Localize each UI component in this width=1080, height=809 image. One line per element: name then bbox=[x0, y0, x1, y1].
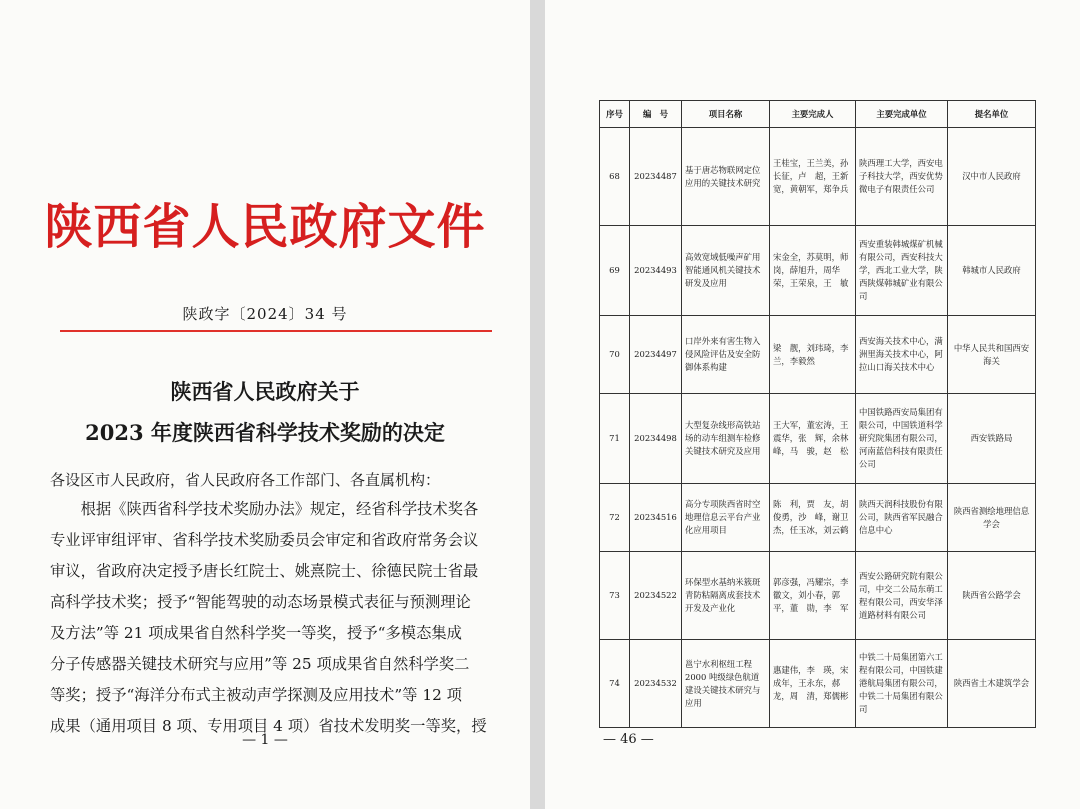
cell-nominator: 西安铁路局 bbox=[948, 394, 1036, 484]
cell-no: 68 bbox=[600, 128, 630, 226]
cell-code: 20234497 bbox=[630, 316, 682, 394]
column-header: 主要完成单位 bbox=[856, 101, 948, 128]
document-title-line1: 陕西省人民政府关于 bbox=[170, 379, 360, 404]
right-table-page bbox=[545, 0, 1080, 809]
cell-no: 73 bbox=[600, 552, 630, 640]
cell-project: 高效宽域低噪声矿用智能通风机关键技术研发及应用 bbox=[682, 226, 770, 316]
cell-code: 20234532 bbox=[630, 640, 682, 728]
column-header: 提名单位 bbox=[948, 101, 1036, 128]
page-number: — 1 — bbox=[242, 732, 288, 748]
cell-project: 环保型水基纳米簇斑青防粘隔离成套技术开发及产业化 bbox=[682, 552, 770, 640]
column-header: 序号 bbox=[600, 101, 630, 128]
column-header: 主要完成人 bbox=[770, 101, 856, 128]
cell-nominator: 汉中市人民政府 bbox=[948, 128, 1036, 226]
cell-nominator: 陕西省公路学会 bbox=[948, 552, 1036, 640]
cell-people: 陈 利，贾 友，胡俊勇，沙 峰，谢卫杰，任玉冰，刘云鹤 bbox=[770, 484, 856, 552]
table-row bbox=[600, 128, 1036, 226]
body-line: 根据《陕西省科学技术奖励办法》规定，经省科学技术奖各 bbox=[50, 500, 479, 518]
cell-project: 高分专项陕西省时空地理信息云平台产业化应用项目 bbox=[682, 484, 770, 552]
body-line: 成果（通用项目 8 项、专用项目 4 项）省技术发明奖一等奖，授 bbox=[50, 717, 487, 735]
awards-table bbox=[599, 100, 1036, 728]
cell-units: 西安重装韩城煤矿机械有限公司，西安科技大学，西北工业大学，陕西陕煤韩城矿业有限公司 bbox=[856, 226, 948, 316]
cell-code: 20234487 bbox=[630, 128, 682, 226]
cell-people: 惠建伟，李 瑛，宋成年，王永东，郝 龙，周 清，郑儒彬 bbox=[770, 640, 856, 728]
cell-nominator: 韩城市人民政府 bbox=[948, 226, 1036, 316]
cell-people: 王大军，董宏涛，王震华，张 辉，余林峰，马 骏，赵 松 bbox=[770, 394, 856, 484]
cell-no: 74 bbox=[600, 640, 630, 728]
document-number: 陕政字〔2024〕34 号 bbox=[182, 305, 348, 323]
cell-no: 71 bbox=[600, 394, 630, 484]
cell-project: 大型复杂线形高铁站场的动车组测车检修关键技术研究及应用 bbox=[682, 394, 770, 484]
document-title-line2: 2023 年度陕西省科学技术奖励的决定 bbox=[85, 420, 445, 445]
cell-units: 中国铁路西安局集团有限公司，中国铁道科学研究院集团有限公司，河南蓝信科技有限责任公司 bbox=[856, 394, 948, 484]
cell-people: 梁 靓，刘玮琦，李 兰，李毅然 bbox=[770, 316, 856, 394]
column-header: 编 号 bbox=[630, 101, 682, 128]
table-row bbox=[600, 226, 1036, 316]
cell-code: 20234493 bbox=[630, 226, 682, 316]
table-header-row bbox=[600, 101, 1036, 128]
table-row bbox=[600, 316, 1036, 394]
cell-units: 陕西天润科技股份有限公司，陕西省军民融合信息中心 bbox=[856, 484, 948, 552]
cell-units: 中铁二十局集团第六工程有限公司，中国铁建港航局集团有限公司，中铁二十局集团有限公司 bbox=[856, 640, 948, 728]
cell-nominator: 中华人民共和国西安海关 bbox=[948, 316, 1036, 394]
cell-no: 69 bbox=[600, 226, 630, 316]
left-document-page bbox=[0, 0, 530, 809]
body-line: 分子传感器关键技术研究与应用”等 25 项成果省自然科学奖二 bbox=[50, 655, 470, 673]
table-row bbox=[600, 484, 1036, 552]
body-line: 高科学技术奖；授予“智能驾驶的动态场景模式表征与预测理论 bbox=[50, 593, 471, 611]
cell-people: 王桂宝，王兰美，孙长征，卢 超，王新宽，黄朝军，郑争兵 bbox=[770, 128, 856, 226]
column-header: 项目名称 bbox=[682, 101, 770, 128]
cell-units: 西安公路研究院有限公司，中交二公局东萌工程有限公司，西安华泽道路材料有限公司 bbox=[856, 552, 948, 640]
table-row bbox=[600, 640, 1036, 728]
cell-code: 20234498 bbox=[630, 394, 682, 484]
cell-people: 郭彦强，冯耀宗，李徽文，刘小春，郭 平，董 勋，李 军 bbox=[770, 552, 856, 640]
body-line: 专业评审组评审、省科学技术奖励委员会审定和省政府常务会议 bbox=[50, 531, 479, 549]
red-divider bbox=[60, 330, 492, 332]
body-paragraph bbox=[50, 494, 505, 742]
document-header: 陕西省人民政府文件 bbox=[44, 199, 486, 255]
cell-code: 20234522 bbox=[630, 552, 682, 640]
body-line: 审议，省政府决定授予唐长红院士、姚熹院士、徐德民院士省最 bbox=[50, 562, 479, 580]
cell-people: 宋金全，苏莫明，师 岗，薛旭升，周华荣，王荣泉，王 敏 bbox=[770, 226, 856, 316]
cell-project: 邕宁水利枢纽工程 2000 吨级绿色航道建设关键技术研究与应用 bbox=[682, 640, 770, 728]
cell-units: 西安海关技术中心，满洲里海关技术中心，阿拉山口海关技术中心 bbox=[856, 316, 948, 394]
cell-nominator: 陕西省测绘地理信息学会 bbox=[948, 484, 1036, 552]
body-line: 等奖；授予“海洋分布式主被动声学探测及应用技术”等 12 项 bbox=[50, 686, 462, 704]
cell-no: 70 bbox=[600, 316, 630, 394]
cell-nominator: 陕西省土木建筑学会 bbox=[948, 640, 1036, 728]
cell-project: 基于唐芯物联网定位应用的关键技术研究 bbox=[682, 128, 770, 226]
table-row bbox=[600, 552, 1036, 640]
table-row bbox=[600, 394, 1036, 484]
cell-units: 陕西理工大学，西安电子科技大学，西安优势微电子有限责任公司 bbox=[856, 128, 948, 226]
body-line: 及方法”等 21 项成果省自然科学奖一等奖，授予“多模态集成 bbox=[50, 624, 462, 642]
cell-no: 72 bbox=[600, 484, 630, 552]
cell-code: 20234516 bbox=[630, 484, 682, 552]
addressee-line: 各设区市人民政府，省人民政府各工作部门、各直属机构： bbox=[50, 471, 441, 489]
cell-project: 口岸外来有害生物入侵风险评估及安全防御体系构建 bbox=[682, 316, 770, 394]
page-number: — 46 — bbox=[603, 732, 654, 747]
